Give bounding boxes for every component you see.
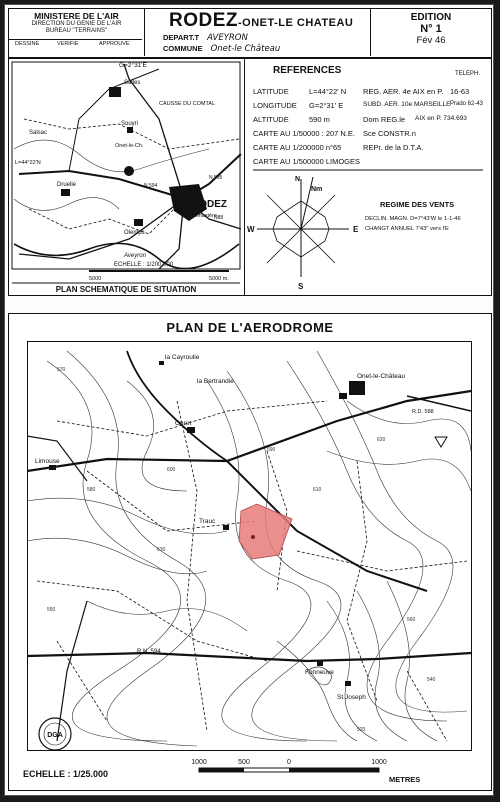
ref-dom-reg-tel: AIX en P. 734.693 bbox=[415, 115, 467, 122]
loc-caption: PLAN SCHEMATIQUE DE SITUATION bbox=[55, 285, 197, 294]
contour-label-570: 570 bbox=[57, 367, 66, 373]
location-map bbox=[9, 59, 243, 294]
aerodrome-plan-map bbox=[27, 341, 472, 751]
contour-label-610: 610 bbox=[313, 487, 322, 493]
sig-dessine: DESSINE bbox=[15, 41, 40, 47]
ref-dom-reg: Dom REG.le bbox=[363, 115, 406, 124]
departement-row bbox=[163, 33, 248, 43]
contour-label-580: 580 bbox=[87, 487, 96, 493]
signature-row bbox=[9, 39, 142, 56]
edition-label: EDITION bbox=[410, 12, 452, 23]
plan-road-rn594: R.N. 594 bbox=[137, 649, 161, 655]
aerodrome-plan-panel bbox=[8, 313, 492, 791]
title-block bbox=[8, 8, 492, 58]
loc-scale-left: 5000 bbox=[89, 276, 102, 282]
dga-stamp bbox=[35, 714, 75, 754]
title-center bbox=[145, 9, 371, 56]
ref-lon-label: LONGITUDE bbox=[253, 101, 297, 110]
aerodrome-title bbox=[169, 10, 353, 32]
plan-place-fonneuve: Fonneuve bbox=[305, 669, 334, 676]
loc-scale-label: ECHELLE : 1/200.000 bbox=[114, 262, 174, 268]
commune-value: Onet-le Château bbox=[210, 44, 281, 54]
ref-subd-aer: SUBD. AER. 10e MARSEILLE bbox=[363, 101, 451, 108]
loc-place-onet: Onet-le-Ch. bbox=[115, 143, 144, 149]
winds-declination: DECLIN. MAGN. D=7°43'W le 1-1-46 bbox=[365, 216, 461, 222]
scale-tick-1000-left: 1000 bbox=[191, 759, 207, 766]
contour-label-620: 620 bbox=[377, 437, 386, 443]
contour-label-550: 550 bbox=[47, 607, 56, 613]
stamp-text: DGA bbox=[47, 732, 63, 739]
ref-reg-aer-tel: 16-63 bbox=[450, 87, 470, 96]
ref-carte-500000: CARTE AU 1/500000 LIMOGES bbox=[253, 157, 360, 166]
compass-n: N bbox=[295, 176, 301, 183]
plan-place-trauc: Trauc bbox=[199, 518, 216, 525]
winds-title: REGIME DES VENTS bbox=[380, 200, 455, 209]
contour-label-540: 540 bbox=[427, 677, 436, 683]
references-title: REFERENCES bbox=[273, 65, 342, 76]
ref-lat-label: LATITUDE bbox=[253, 87, 289, 96]
loc-coord-left: L=44°22'N bbox=[15, 160, 41, 166]
scale-tick-1000-right: 1000 bbox=[371, 759, 387, 766]
references-panel bbox=[245, 58, 492, 296]
loc-road-n88: N88 bbox=[214, 215, 224, 221]
ref-reg-aer: REG. AER. 4e AIX en P. bbox=[363, 87, 444, 96]
ref-lon-value: G=2°31' E bbox=[309, 101, 344, 110]
contour-label-590: 590 bbox=[267, 447, 276, 453]
contour-label-630: 630 bbox=[157, 547, 166, 553]
plan-place-onet: Onet-le-Château bbox=[357, 373, 406, 380]
plan-place-bertrandie: la Bertrandie bbox=[197, 378, 234, 385]
ministry-direction: DIRECTION DU GENIE DE L'AIR bbox=[31, 21, 122, 27]
plan-title: PLAN DE L'AERODROME bbox=[166, 320, 334, 335]
ref-carte-200000-b: REPr. de la D.T.A. bbox=[363, 143, 424, 152]
contour-label-560: 560 bbox=[407, 617, 416, 623]
title-main: RODEZ bbox=[169, 10, 238, 31]
compass-rose bbox=[245, 167, 490, 295]
edition-date: Fév 46 bbox=[416, 35, 446, 46]
ministry-bureau: BUREAU "TERRAINS" bbox=[45, 28, 108, 34]
loc-place-causse: CAUSSE DU COMTAL bbox=[159, 101, 216, 107]
ref-carte-200000: CARTE AU 1/200000 n°65 bbox=[253, 143, 342, 152]
loc-place-druelle: Druelle bbox=[57, 182, 77, 188]
compass-s: S bbox=[298, 282, 304, 291]
plan-place-limouse: Limouse bbox=[35, 458, 60, 465]
ministry-name: MINISTERE DE L'AIR bbox=[34, 11, 119, 21]
ministry-block bbox=[9, 9, 145, 56]
loc-place-olemps: Olemps bbox=[124, 230, 145, 236]
ref-alt-value: 590 m bbox=[309, 115, 330, 124]
scale-tick-500: 500 bbox=[238, 759, 250, 766]
edition-number: N° 1 bbox=[420, 23, 442, 35]
title-sub: -ONET-LE CHATEAU bbox=[238, 17, 354, 29]
loc-place-rodez: RODEZ bbox=[192, 199, 227, 210]
location-map-panel bbox=[8, 58, 245, 296]
plan-place-cayroulie: la Cayroulie bbox=[165, 354, 200, 361]
contour-label-600: 600 bbox=[167, 467, 176, 473]
plan-scale-label: ECHELLE : 1/25.000 bbox=[23, 769, 109, 779]
loc-road-n595: N 595 bbox=[209, 175, 223, 181]
loc-place-souyri: Souyri bbox=[121, 121, 139, 127]
plan-place-stjoseph: St Joseph bbox=[337, 694, 366, 701]
plan-scale-bar bbox=[189, 754, 439, 786]
loc-river-aveyron: Aveyron bbox=[124, 253, 146, 259]
loc-coord-top: G=2°31'E bbox=[119, 62, 147, 69]
compass-nm: Nm bbox=[311, 186, 323, 193]
ref-carte-50000: CARTE AU 1/50000 : 207 N.E. bbox=[253, 129, 356, 138]
ref-subd-aer-tel: Prado 62-43 bbox=[450, 101, 484, 107]
ref-carte-50000-b: Sce CONSTR.n bbox=[363, 129, 416, 138]
commune-label: COMMUNE bbox=[163, 44, 203, 53]
ref-alt-label: ALTITUDE bbox=[253, 115, 289, 124]
loc-road-n594: N 594 bbox=[144, 183, 158, 189]
plan-place-onret: Onret bbox=[175, 420, 192, 427]
contour-label-520: 520 bbox=[357, 727, 366, 733]
departement-value: AVEYRON bbox=[207, 33, 248, 43]
sig-verifie: VERIFIE bbox=[57, 41, 79, 47]
departement-label: DEPART.T bbox=[163, 33, 200, 42]
ref-lat-value: L=44°22' N bbox=[309, 87, 347, 96]
loc-place-monastere: Monastère bbox=[191, 213, 217, 219]
winds-annual-change: CHANGT ANNUEL 7'43" vers l'E bbox=[365, 226, 449, 232]
scale-tick-0: 0 bbox=[287, 759, 291, 766]
plan-road-rd588: R.D. 588 bbox=[412, 409, 434, 415]
sig-approuve: APPROUVE bbox=[99, 41, 130, 47]
compass-w: W bbox=[247, 225, 255, 234]
loc-place-salles: Salles bbox=[124, 80, 141, 86]
references-teleph: TELEPH. bbox=[455, 71, 481, 77]
loc-place-salsac: Salsac bbox=[29, 130, 48, 136]
loc-scale-right: 5000 m. bbox=[209, 276, 229, 282]
compass-e: E bbox=[353, 225, 359, 234]
commune-row bbox=[163, 44, 280, 54]
scale-unit: METRES bbox=[389, 775, 421, 784]
edition-block bbox=[371, 9, 491, 56]
